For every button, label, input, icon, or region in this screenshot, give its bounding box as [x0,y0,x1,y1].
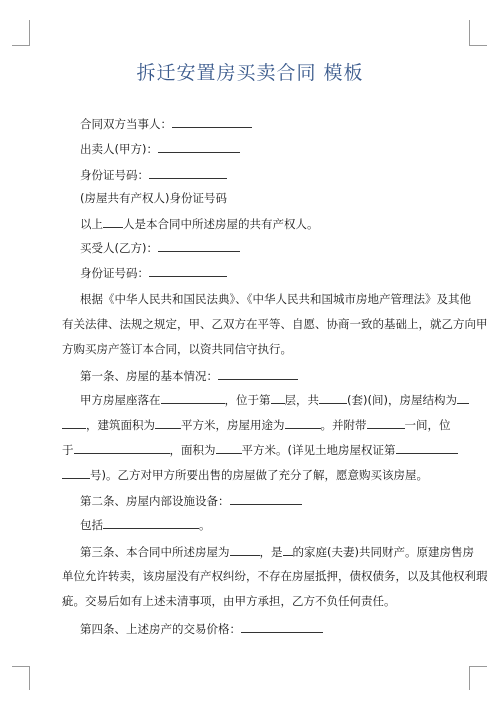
text: 层，共 [284,393,319,407]
crop-mark-bottom-right-vertical [469,666,470,690]
crop-mark-bottom-left-vertical [29,666,30,690]
seller-line [80,140,240,157]
text: 第三条、本合同中所述房屋为 [80,545,230,559]
floor-blank[interactable] [271,391,285,404]
co-owner-count-blank[interactable] [103,215,123,228]
price-blank[interactable] [241,620,323,633]
buyer-label: 买受人(乙方)： [80,241,158,255]
owner-blank[interactable] [283,543,293,556]
article-2-label: 第二条、房屋内部设施设备： [80,494,230,508]
co-owner-text-prefix: 以上 [80,217,103,231]
text: ，面积为 [169,443,216,457]
units-blank[interactable] [319,391,347,404]
article-1-label: 第一条、房屋的基本情况： [80,369,218,383]
buyer-line [80,239,240,256]
buyer-id-line [80,264,227,281]
co-owner-label: (房屋共有产权人)身份证号码 [80,191,227,205]
attached-blank[interactable] [367,416,405,429]
seller-id-label: 身份证号码： [80,168,149,182]
attached-location-blank[interactable] [74,441,170,454]
seller-id-line [80,166,227,183]
buyer-blank[interactable] [158,239,240,252]
co-owner-text-line [80,215,319,232]
article-4-label: 第四条、上述房产的交易价格： [80,622,241,636]
parties-line [80,115,252,132]
certificate-blank[interactable] [396,441,458,454]
buyer-id-blank[interactable] [149,264,227,277]
seller-blank[interactable] [158,140,240,153]
document-title: 拆迁安置房买卖合同 模板 [136,62,364,84]
text: 平方米，房屋用途为 [181,418,285,432]
article-4-heading [80,620,323,637]
text: 包括 [80,518,103,532]
text: 一间，位 [404,418,451,432]
article-2-include-line [80,516,211,533]
seller-id-blank[interactable] [149,166,227,179]
text: 的家庭(夫妻)共同财产。原建房售房 [292,545,474,559]
location-blank[interactable] [161,391,225,404]
attached-area-blank[interactable] [216,441,242,454]
article-2-heading [80,492,302,509]
preamble-line-1: 根据《中华人民共和国民法典》、《中华人民共和国城市房地产管理法》及其他 [80,292,471,306]
crop-mark-top-right-vertical [469,20,470,46]
text: 。并附带 [320,418,367,432]
preamble-line-2: 有关法律、法规之规定，甲、乙双方在平等、自愿、协商一致的基础上，就乙方向甲 [62,317,488,331]
text: 号)。乙方对甲方所要出售的房屋做了充分了解，愿意购买该房屋。 [90,468,428,482]
article-1-heading [80,367,298,384]
crop-mark-bottom-left-horizontal [12,666,29,667]
property-type-blank[interactable] [230,543,260,556]
crop-mark-top-left-horizontal [12,45,29,46]
facilities-blank[interactable] [103,516,199,529]
parties-label: 合同双方当事人： [80,117,172,131]
text: (套)(间)，房屋结构为 [347,393,457,407]
usage-blank[interactable] [285,416,321,429]
text: 甲方房屋座落在 [80,393,161,407]
structure-blank-continued[interactable] [62,416,86,429]
article-1-blank[interactable] [218,367,298,380]
article-3-line-1 [80,543,474,560]
article-1-line-1 [80,391,469,408]
certificate-blank-continued[interactable] [62,466,90,479]
co-owner-text-suffix: 人是本合同中所述房屋的共有产权人。 [123,217,319,231]
article-3-line-3: 疵。交易后如有上述未清事项，由甲方承担，乙方不负任何责任。 [62,594,396,608]
structure-blank[interactable] [457,391,469,404]
parties-blank[interactable] [172,115,252,128]
crop-mark-bottom-right-horizontal [469,666,487,667]
article-1-line-4 [62,466,428,483]
text: ，建筑面积为 [86,418,155,432]
buyer-id-label: 身份证号码： [80,266,149,280]
article-1-line-2 [62,416,451,433]
text: 平方米。(详见土地房屋权证第 [241,443,396,457]
text: ，是 [259,545,283,559]
co-owner-line [80,190,227,206]
article-2-blank[interactable] [230,492,302,505]
text: 。 [199,518,211,532]
preamble-line-3: 方购买房产签订本合同，以资共同信守执行。 [62,342,292,356]
area-blank[interactable] [155,416,181,429]
article-3-line-2: 单位允许转卖，该房屋没有产权纠纷，不存在房屋抵押，债权债务，以及其他权利瑕 [62,569,488,583]
seller-label: 出卖人(甲方)： [80,142,158,156]
text: ，位于第 [224,393,271,407]
article-1-line-3 [62,441,458,458]
text: 于 [62,443,74,457]
crop-mark-top-right-horizontal [469,45,487,46]
crop-mark-top-left-vertical [29,20,30,46]
